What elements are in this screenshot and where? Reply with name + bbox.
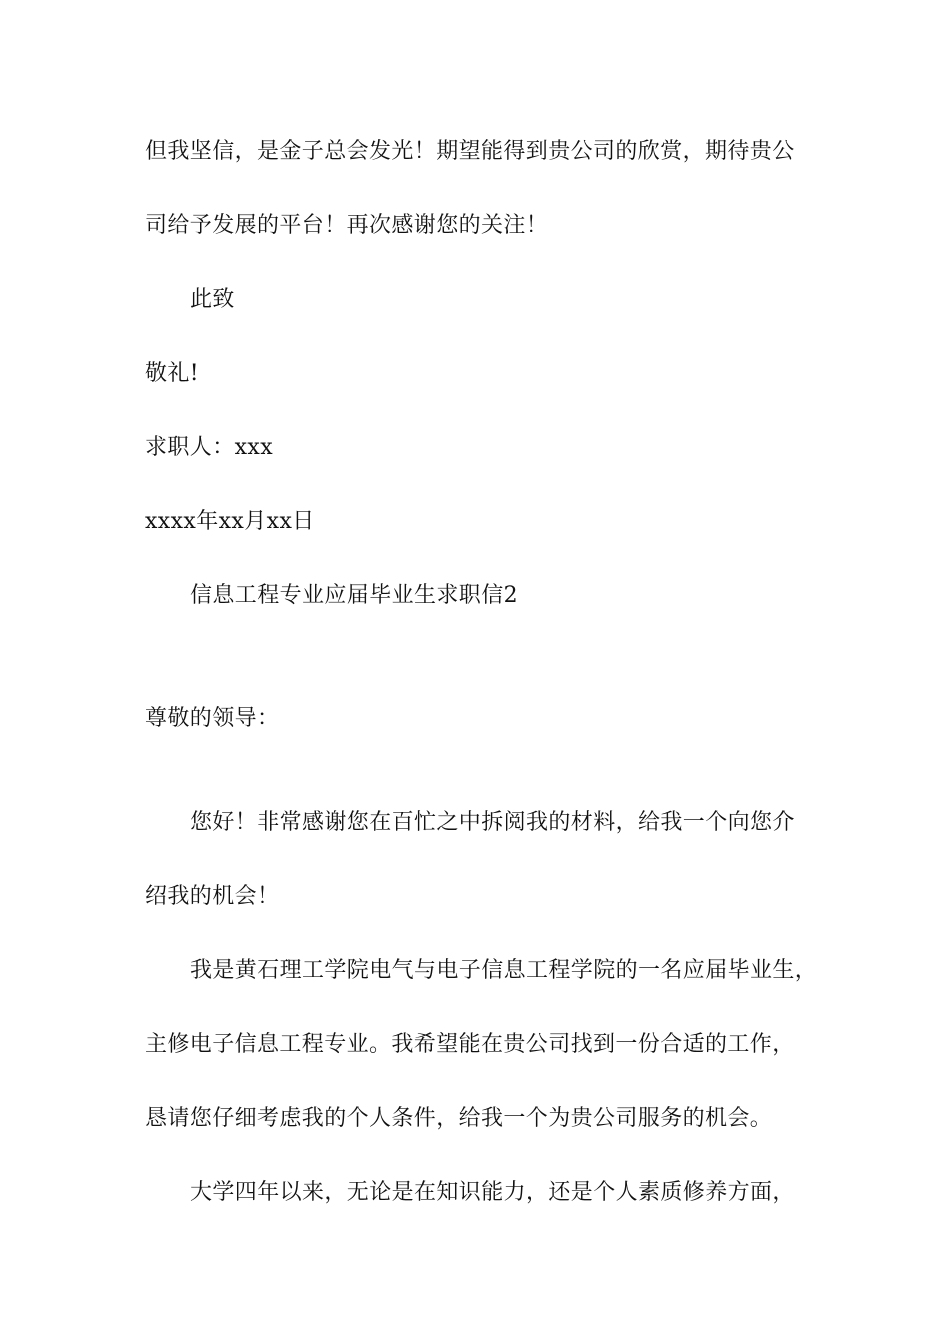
letter-date: xxxx年xx月xx日: [145, 509, 315, 534]
closing-salutation: 此致: [190, 287, 235, 312]
paragraph-line: 绍我的机会！: [145, 884, 280, 909]
section-title: 信息工程专业应届毕业生求职信2: [190, 583, 518, 608]
paragraph-line: 恳请您仔细考虑我的个人条件，给我一个为贵公司服务的机会。: [145, 1106, 773, 1131]
paragraph-line: 主修电子信息工程专业。我希望能在贵公司找到一份合适的工作，: [145, 1032, 795, 1057]
closing-regards: 敬礼!: [145, 361, 200, 386]
applicant-signature: 求职人：xxx: [145, 435, 274, 460]
greeting: 尊敬的领导：: [145, 706, 280, 731]
paragraph-line: 大学四年以来，无论是在知识能力，还是个人素质修养方面，: [190, 1180, 795, 1205]
paragraph-line: 您好！非常感谢您在百忙之中拆阅我的材料，给我一个向您介: [190, 810, 795, 835]
paragraph-line: 司给予发展的平台！再次感谢您的关注！: [145, 213, 549, 238]
paragraph-line: 我是黄石理工学院电气与电子信息工程学院的一名应届毕业生，: [190, 958, 818, 983]
paragraph-line: 但我坚信，是金子总会发光！期望能得到贵公司的欣赏，期待贵公: [145, 139, 795, 164]
